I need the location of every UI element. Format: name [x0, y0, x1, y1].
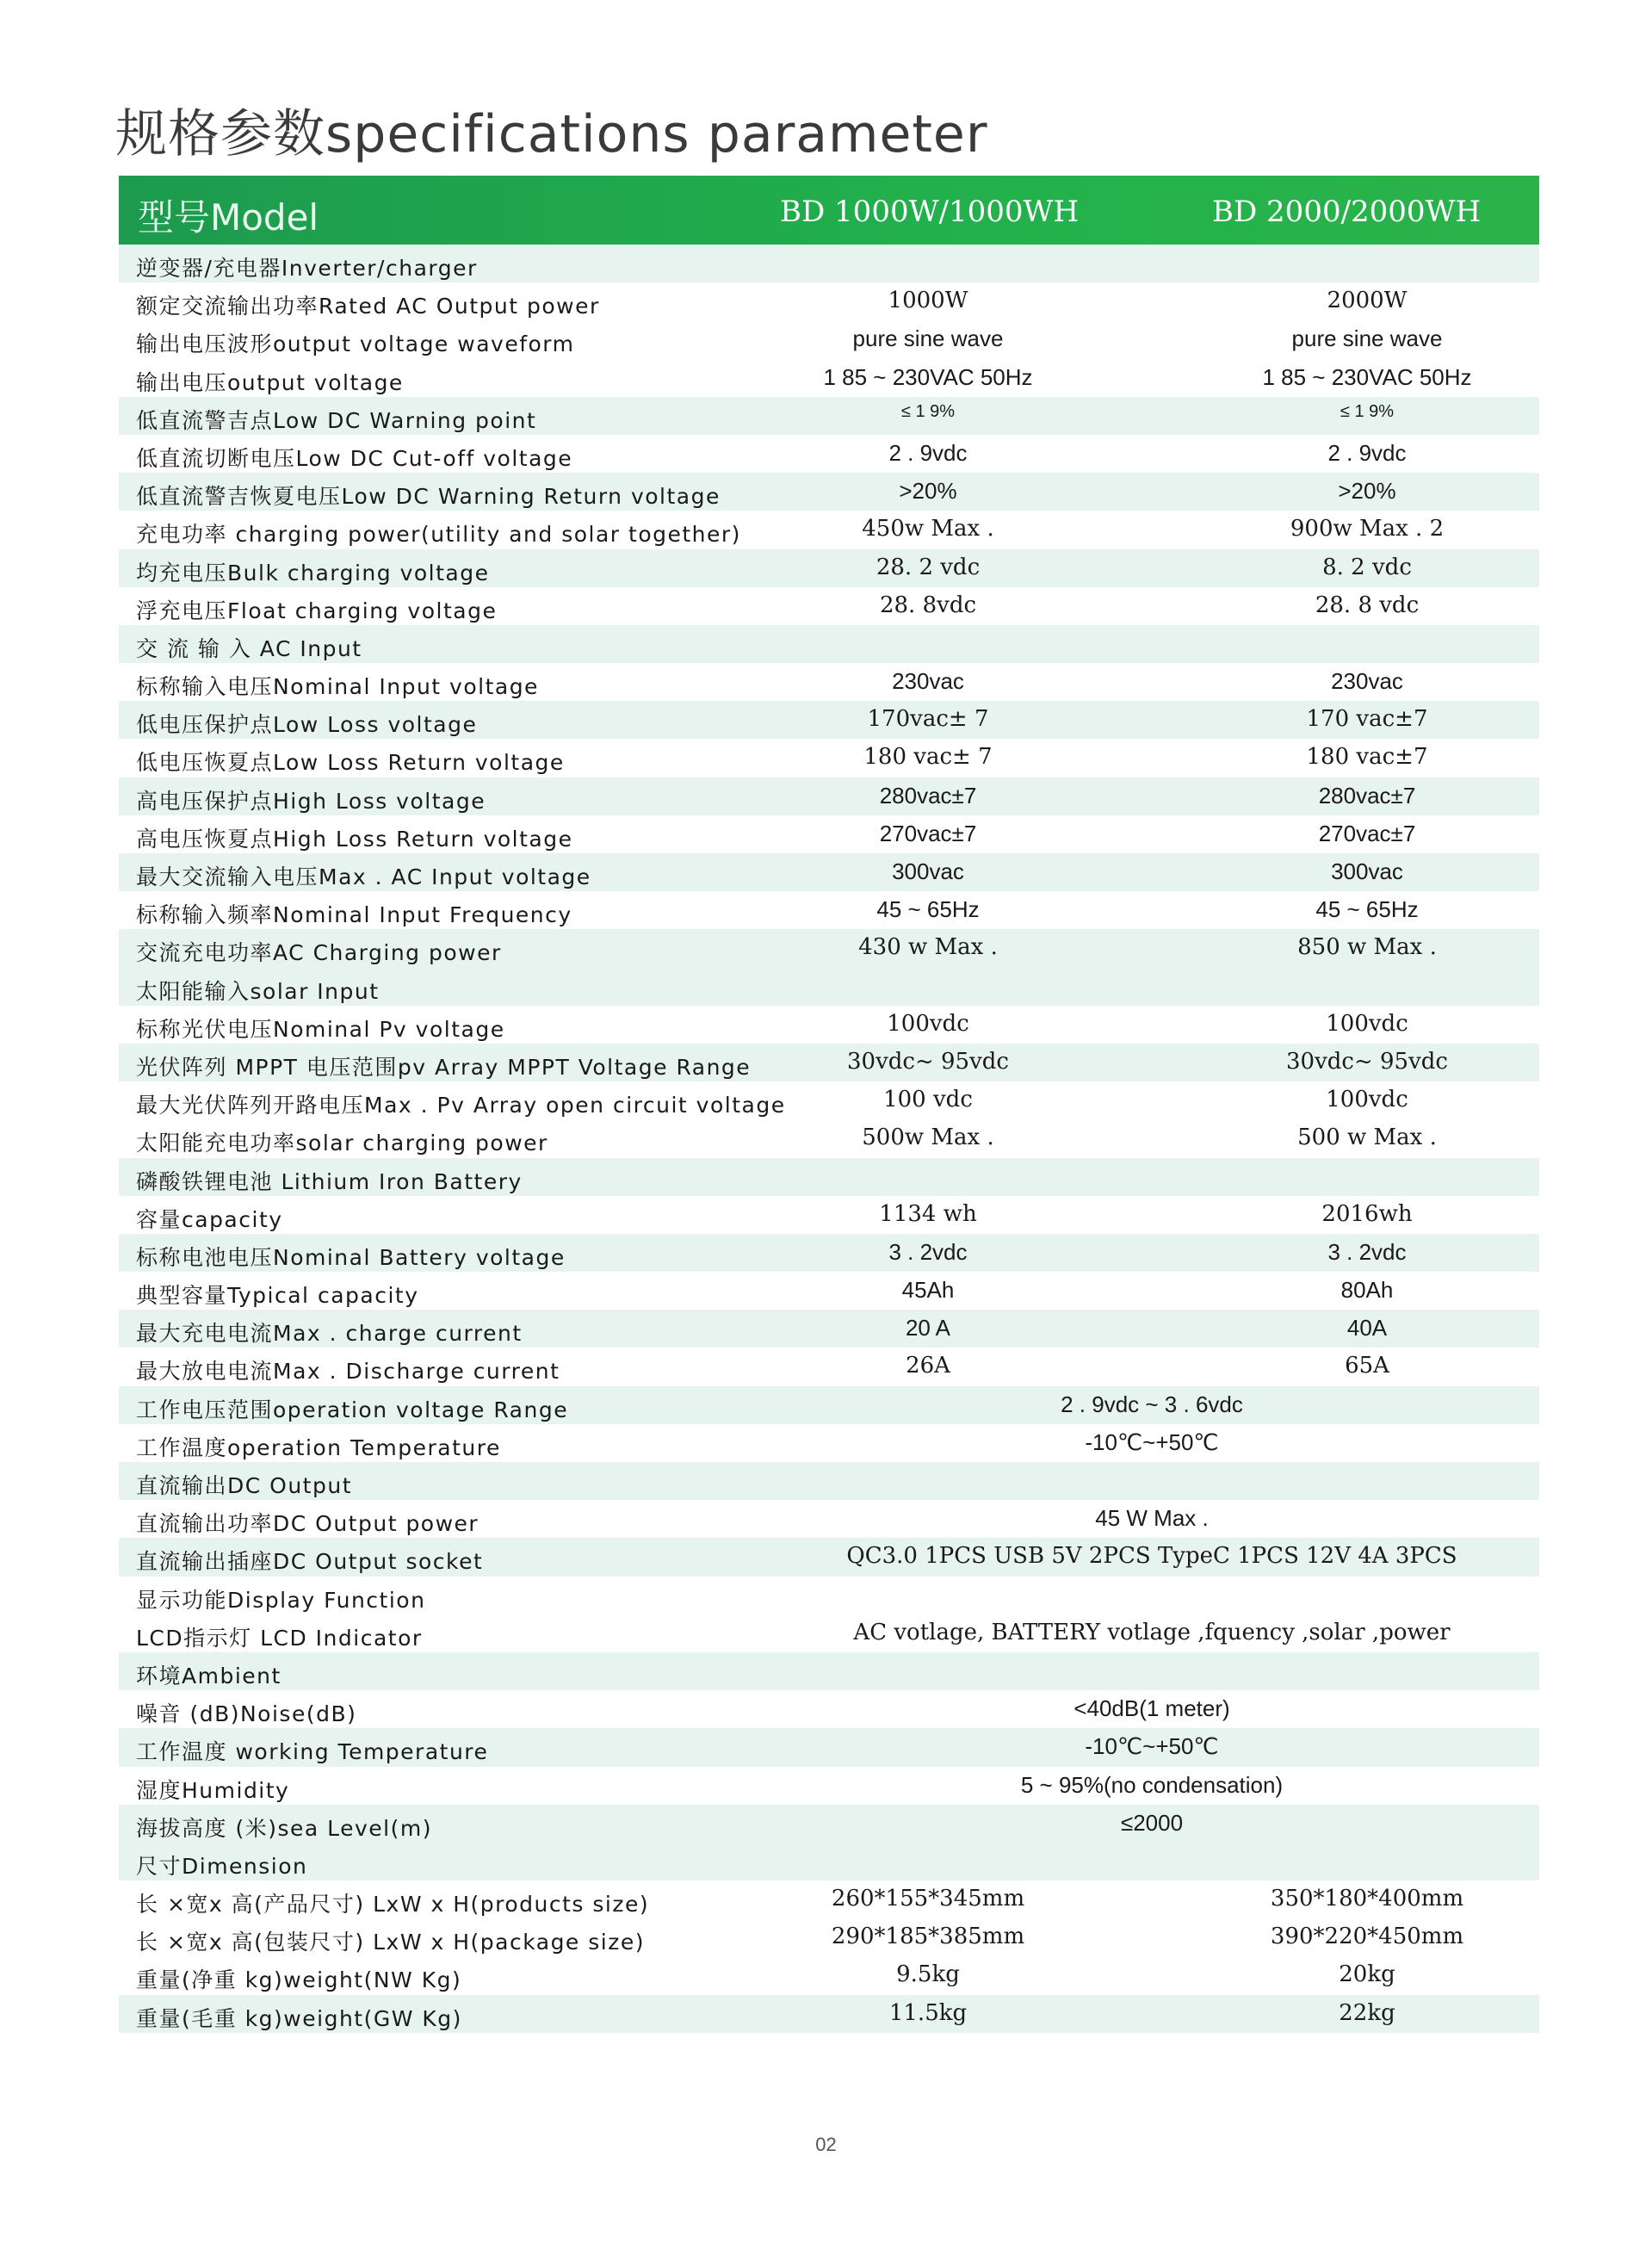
- table-row: [119, 282, 1539, 320]
- row-label: 直流输出DC Output: [136, 1473, 352, 1498]
- row-label: 逆变器/充电器Inverter/charger: [136, 256, 478, 281]
- row-value-both-models: QC3.0 1PCS USB 5V 2PCS TypeC 1PCS 12V 4A 3PCS: [846, 1543, 1457, 1570]
- row-value-both-models: -10℃~+50℃: [1085, 1733, 1219, 1760]
- table-row: [119, 1234, 1539, 1272]
- row-value-model-b: 22kg: [1339, 1999, 1395, 2026]
- row-value-model-a: 500w Max .: [862, 1125, 994, 1151]
- row-label: 额定交流输出功率Rated AC Output power: [136, 294, 600, 319]
- table-row: [119, 1081, 1539, 1119]
- row-label: 输出电压波形output voltage waveform: [136, 331, 575, 357]
- row-label: 均充电压Bulk charging voltage: [136, 560, 490, 586]
- table-row: [119, 929, 1539, 967]
- table-row: [119, 1158, 1539, 1196]
- row-value-model-a: 1 85 ~ 230VAC 50Hz: [823, 363, 1033, 390]
- row-value-model-a: 430 w Max .: [858, 934, 998, 961]
- row-label: 海拔高度 (米)sea Level(m): [136, 1815, 432, 1841]
- row-value-model-b: 180 vac±7: [1306, 744, 1428, 771]
- row-value-model-a: 28. 2 vdc: [875, 554, 981, 580]
- row-label: 充电功率 charging power(utility and solar together): [136, 522, 741, 548]
- row-value-model-a: 280vac±7: [879, 782, 977, 809]
- row-label: 最大交流输入电压Max . AC Input voltage: [136, 864, 591, 889]
- row-value-model-b: 850 w Max .: [1297, 934, 1437, 961]
- table-row: [119, 1272, 1539, 1310]
- row-value-model-a: 28. 8vdc: [879, 592, 977, 618]
- table-row: [119, 1119, 1539, 1157]
- row-value-model-b: 8. 2 vdc: [1322, 554, 1412, 580]
- table-row: [119, 1386, 1539, 1424]
- row-label: 工作温度operation Temperature: [136, 1434, 501, 1460]
- table-row: [119, 1652, 1539, 1690]
- row-value-both-models: 5 ~ 95%(no condensation): [1020, 1771, 1284, 1798]
- row-label: 典型容量Typical capacity: [136, 1283, 419, 1309]
- row-value-model-a: 30vdc~ 95vdc: [846, 1048, 1009, 1075]
- row-label: 噪音 (dB)Noise(dB): [136, 1701, 357, 1727]
- row-value-model-b: 2 . 9vdc: [1327, 439, 1407, 466]
- row-value-model-b: 500 w Max .: [1297, 1125, 1437, 1151]
- row-value-model-b: 3 . 2vdc: [1327, 1238, 1407, 1265]
- row-value-model-a: 9.5kg: [896, 1961, 960, 1988]
- row-value-model-b: 100vdc: [1326, 1087, 1408, 1113]
- row-value-model-b: 2016wh: [1321, 1200, 1413, 1227]
- row-label: 容量capacity: [136, 1206, 283, 1232]
- row-label: 长 ×宽x 高(产品尺寸) LxW x H(products size): [136, 1892, 650, 1918]
- row-value-model-b: 80Ah: [1340, 1277, 1394, 1304]
- row-value-model-b: 230vac: [1331, 668, 1403, 695]
- table-row: [119, 891, 1539, 929]
- row-label: 交 流 输 入 AC Input: [136, 635, 362, 661]
- row-label: 工作温度 working Temperature: [136, 1739, 489, 1765]
- row-value-model-a: 26A: [906, 1353, 950, 1379]
- row-label: 直流输出插座DC Output socket: [136, 1549, 484, 1575]
- row-value-model-a: 300vac: [892, 858, 964, 884]
- row-value-model-a: >20%: [899, 478, 957, 505]
- table-row: [119, 968, 1539, 1006]
- table-row: [119, 1538, 1539, 1576]
- table-header: [119, 176, 1539, 245]
- row-value-both-models: ≤2000: [1120, 1809, 1184, 1836]
- table-row: [119, 359, 1539, 397]
- table-row: [119, 245, 1539, 282]
- row-value-model-a: 260*155*345mm: [831, 1886, 1025, 1912]
- row-value-model-b: 350*180*400mm: [1270, 1886, 1464, 1912]
- row-label: LCD指示灯 LCD Indicator: [136, 1625, 423, 1651]
- table-row: [119, 1310, 1539, 1348]
- model-a-name: BD 1000W/1000WH: [780, 195, 1080, 229]
- row-label: 长 ×宽x 高(包装尺寸) LxW x H(package size): [136, 1930, 645, 1955]
- row-label: 重量(净重 kg)weight(NW Kg): [136, 1967, 462, 1993]
- row-value-model-b: 100vdc: [1326, 1010, 1408, 1037]
- row-value-model-b: pure sine wave: [1291, 325, 1443, 352]
- table-row: [119, 1614, 1539, 1652]
- row-label: 磷酸铁锂电池 Lithium Iron Battery: [136, 1168, 523, 1194]
- table-row: [119, 1728, 1539, 1766]
- row-label: 标称电池电压Nominal Battery voltage: [136, 1244, 566, 1270]
- row-value-model-b: 30vdc~ 95vdc: [1285, 1048, 1448, 1075]
- table-row: [119, 1462, 1539, 1500]
- table-row: [119, 549, 1539, 587]
- row-value-model-a: 11.5kg: [888, 1999, 968, 2026]
- page-title: 规格参数specifications parameter: [115, 104, 988, 164]
- table-row: [119, 1767, 1539, 1805]
- table-row: [119, 397, 1539, 435]
- row-value-model-a: 2 . 9vdc: [888, 439, 968, 466]
- row-label: 输出电压output voltage: [136, 369, 404, 395]
- table-row: [119, 1196, 1539, 1234]
- table-row: [119, 1843, 1539, 1881]
- row-value-model-a: 1000W: [888, 288, 968, 314]
- row-label: 环境Ambient: [136, 1663, 282, 1688]
- table-row: [119, 1690, 1539, 1728]
- row-value-both-models: <40dB(1 meter): [1073, 1695, 1230, 1722]
- table-row: [119, 1577, 1539, 1614]
- table-row: [119, 1995, 1539, 2033]
- table-row: [119, 1006, 1539, 1044]
- row-value-model-b: 900w Max . 2: [1290, 516, 1445, 542]
- row-value-model-a: 45 ~ 65Hz: [876, 896, 980, 923]
- table-row: [119, 739, 1539, 777]
- table-row: [119, 1881, 1539, 1918]
- row-value-model-a: 100 vdc: [883, 1087, 973, 1113]
- table-row: [119, 320, 1539, 358]
- row-value-model-b: 1 85 ~ 230VAC 50Hz: [1262, 363, 1472, 390]
- row-label: 最大充电电流Max . charge current: [136, 1321, 523, 1347]
- table-row: [119, 1348, 1539, 1385]
- row-label: 直流输出功率DC Output power: [136, 1511, 480, 1537]
- row-label: 湿度Humidity: [136, 1777, 290, 1803]
- row-label: 最大光伏阵列开路电压Max . Pv Array open circuit voltage: [136, 1093, 786, 1118]
- table-row: [119, 473, 1539, 511]
- row-value-model-a: 100vdc: [887, 1010, 969, 1037]
- table-row: [119, 625, 1539, 663]
- row-value-model-a: 170vac± 7: [867, 706, 989, 733]
- table-row: [119, 778, 1539, 815]
- table-row: [119, 815, 1539, 853]
- row-label: 显示功能Display Function: [136, 1587, 426, 1613]
- row-value-model-b: 20kg: [1339, 1961, 1395, 1988]
- row-label: 低电压恢夏点Low Loss Return voltage: [136, 750, 565, 776]
- row-value-model-a: 230vac: [892, 668, 964, 695]
- table-row: [119, 587, 1539, 625]
- row-value-model-b: 280vac±7: [1318, 782, 1416, 809]
- row-label: 光伏阵列 MPPT 电压范围pv Array MPPT Voltage Range: [136, 1054, 752, 1080]
- row-value-model-b: 28. 8 vdc: [1315, 592, 1420, 618]
- row-value-model-b: 300vac: [1331, 858, 1403, 884]
- model-b-name: BD 2000/2000WH: [1212, 195, 1482, 229]
- table-row: [119, 663, 1539, 701]
- row-value-model-a: 45Ah: [901, 1277, 955, 1304]
- row-label: 标称光伏电压Nominal Pv voltage: [136, 1016, 505, 1042]
- row-label: 标称输入电压Nominal Input voltage: [136, 674, 539, 700]
- row-value-model-a: pure sine wave: [852, 325, 1004, 352]
- row-label: 浮充电压Float charging voltage: [136, 598, 498, 623]
- row-value-model-b: 2000W: [1327, 288, 1408, 314]
- row-value-both-models: 45 W Max .: [1095, 1505, 1209, 1532]
- row-label: 最大放电电流Max . Discharge current: [136, 1359, 560, 1385]
- row-label: 交流充电功率AC Charging power: [136, 940, 502, 966]
- table-row: [119, 435, 1539, 473]
- row-value-model-a: 1134 wh: [879, 1200, 977, 1227]
- table-row: [119, 853, 1539, 891]
- row-label: 高电压恢夏点High Loss Return voltage: [136, 826, 573, 852]
- row-label: 低电压保护点Low Loss voltage: [136, 712, 478, 738]
- table-row: [119, 1500, 1539, 1538]
- row-value-model-a: 450w Max .: [862, 516, 994, 542]
- row-value-model-b: 270vac±7: [1318, 820, 1416, 846]
- row-value-both-models: AC votlage, BATTERY votlage ,fquency ,solar ,power: [853, 1619, 1451, 1645]
- row-value-both-models: 2 . 9vdc ~ 3 . 6vdc: [1061, 1391, 1243, 1417]
- table-row: [119, 1044, 1539, 1081]
- row-value-model-b: 40A: [1346, 1315, 1388, 1341]
- row-value-model-b: 170 vac±7: [1306, 706, 1428, 733]
- row-label: 太阳能输入solar Input: [136, 978, 380, 1004]
- table-row: [119, 1424, 1539, 1462]
- page-number: 02: [815, 2134, 837, 2155]
- row-value-model-a: 270vac±7: [879, 820, 977, 846]
- model-column-label: 型号Model: [138, 196, 319, 239]
- row-value-model-b: ≤ 1 9%: [1340, 401, 1395, 421]
- row-label: 工作电压范围operation voltage Range: [136, 1397, 569, 1422]
- row-value-model-a: 20 A: [905, 1315, 951, 1341]
- row-value-model-a: ≤ 1 9%: [900, 401, 956, 421]
- row-value-model-b: >20%: [1338, 478, 1396, 505]
- row-label: 低直流警吉点Low DC Warning point: [136, 407, 537, 433]
- row-value-model-a: 3 . 2vdc: [888, 1238, 968, 1265]
- row-label: 标称输入频率Nominal Input Frequency: [136, 902, 572, 928]
- row-value-model-b: 45 ~ 65Hz: [1315, 896, 1419, 923]
- row-value-both-models: -10℃~+50℃: [1085, 1428, 1219, 1455]
- table-row: [119, 511, 1539, 548]
- table-row: [119, 1918, 1539, 1956]
- spec-table: [119, 176, 1539, 2033]
- row-value-model-a: 290*185*385mm: [831, 1924, 1025, 1950]
- row-label: 低直流警吉恢夏电压Low DC Warning Return voltage: [136, 484, 721, 510]
- table-row: [119, 1956, 1539, 1994]
- row-label: 太阳能充电功率solar charging power: [136, 1131, 548, 1156]
- table-row: [119, 1805, 1539, 1843]
- row-label: 低直流切断电压Low DC Cut-off voltage: [136, 445, 573, 471]
- table-body: [119, 245, 1539, 2033]
- row-value-model-b: 390*220*450mm: [1270, 1924, 1464, 1950]
- row-label: 重量(毛重 kg)weight(GW Kg): [136, 2005, 462, 2031]
- row-value-model-b: 65A: [1345, 1353, 1389, 1379]
- row-label: 高电压保护点High Loss voltage: [136, 788, 486, 814]
- row-label: 尺寸Dimension: [136, 1853, 308, 1879]
- row-value-model-a: 180 vac± 7: [863, 744, 993, 771]
- table-row: [119, 701, 1539, 739]
